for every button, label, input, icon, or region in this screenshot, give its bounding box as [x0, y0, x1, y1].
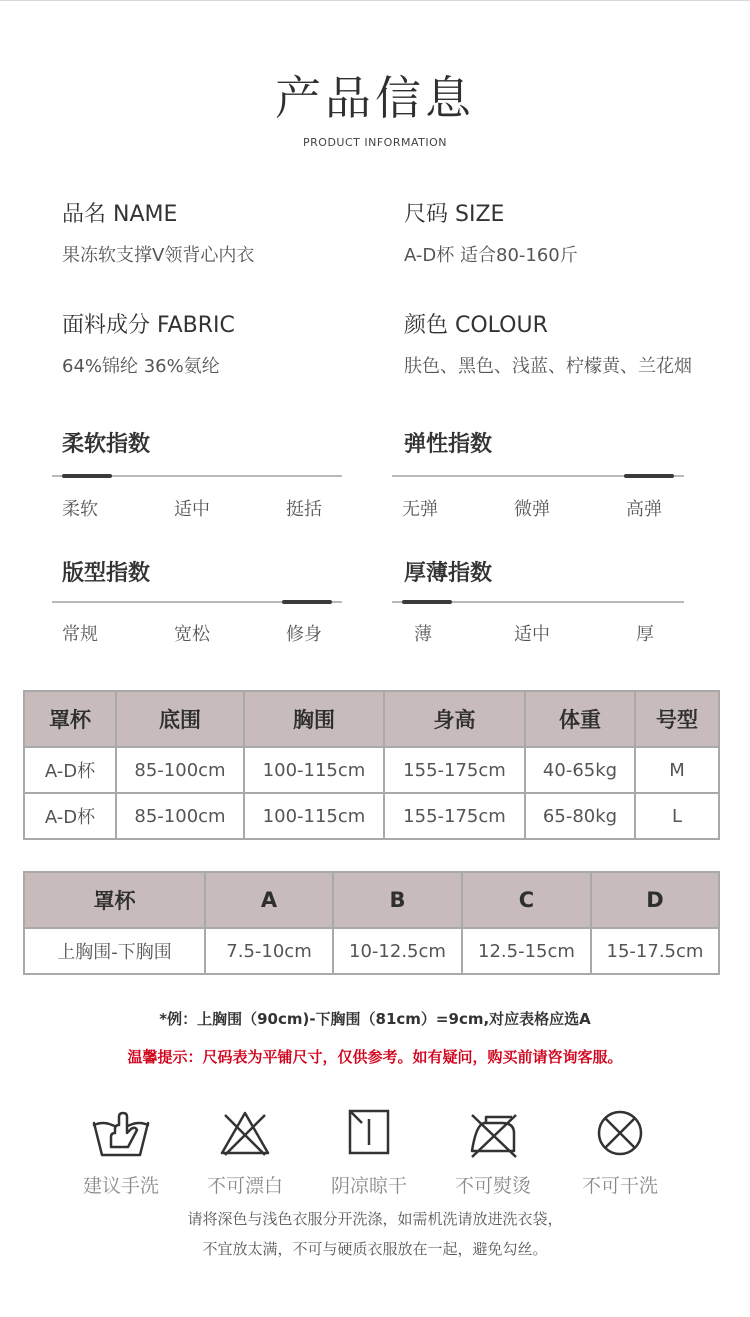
care-item-shade-dry — [304, 1103, 434, 1198]
table-header-cell: B — [333, 872, 462, 928]
table-cell: A-D杯 — [24, 747, 116, 793]
scale-indicator — [402, 600, 452, 604]
table-header-cell: A — [205, 872, 333, 928]
warm-tip: 温馨提示：尺码表为平铺尺寸，仅供参考。如有疑问，购买前请咨询客服。 — [127, 1048, 623, 1066]
scale-title: 厚薄指数 — [404, 561, 493, 586]
scale-label: 薄 — [414, 624, 432, 645]
colour-value: 肤色、黑色、浅蓝、柠檬黄、兰花烟 — [404, 356, 692, 377]
scale-label: 修身 — [286, 624, 322, 645]
care-label: 不可熨烫 — [454, 1175, 531, 1197]
scale-indicator — [624, 474, 674, 478]
scale-title: 柔软指数 — [62, 432, 151, 457]
cup-table — [23, 871, 720, 975]
table-header-cell: 罩杯 — [24, 691, 116, 747]
table-header-row — [24, 691, 719, 747]
table-cell: 100-115cm — [244, 793, 384, 839]
page-title: 产品信息 — [275, 71, 475, 125]
table-cell: L — [635, 793, 719, 839]
no-iron-icon — [428, 1103, 558, 1163]
scale-label: 无弹 — [402, 499, 438, 520]
name-label: 品名 NAME — [62, 202, 178, 227]
table-header-cell: D — [591, 872, 719, 928]
table-cell: 40-65kg — [525, 747, 635, 793]
scale-title: 弹性指数 — [404, 432, 493, 457]
scale-label: 常规 — [62, 624, 98, 645]
table-header-cell: 号型 — [635, 691, 719, 747]
table-header-cell: 体重 — [525, 691, 635, 747]
size-value: A-D杯 适合80-160斤 — [404, 245, 578, 266]
table-header-row — [24, 872, 719, 928]
scale-label: 厚 — [636, 624, 654, 645]
size-table — [23, 690, 720, 840]
scale-label: 适中 — [514, 624, 550, 645]
table-cell: 85-100cm — [116, 793, 244, 839]
scale-label: 柔软 — [62, 499, 98, 520]
shade-dry-icon — [304, 1103, 434, 1163]
scale-title: 版型指数 — [62, 561, 151, 586]
table-row — [24, 793, 719, 839]
table-cell: 155-175cm — [384, 793, 525, 839]
table-cell: 7.5-10cm — [205, 928, 333, 974]
scale-indicator — [62, 474, 112, 478]
care-item-no-iron — [428, 1103, 558, 1198]
example-note: *例：上胸围（90cm)-下胸围（81cm）=9cm,对应表格应选A — [159, 1010, 591, 1028]
table-cell: 15-17.5cm — [591, 928, 719, 974]
top-divider — [0, 0, 750, 1]
table-cell: A-D杯 — [24, 793, 116, 839]
table-row — [24, 747, 719, 793]
care-item-hand-wash — [56, 1103, 186, 1198]
table-header-cell: C — [462, 872, 591, 928]
scale-indicator — [282, 600, 332, 604]
table-cell: 10-12.5cm — [333, 928, 462, 974]
table-cell: 155-175cm — [384, 747, 525, 793]
table-cell: 100-115cm — [244, 747, 384, 793]
table-header-cell: 底围 — [116, 691, 244, 747]
fabric-value: 64%锦纶 36%氨纶 — [62, 356, 220, 377]
name-value: 果冻软支撑V领背心内衣 — [62, 245, 255, 266]
care-label: 阴凉晾干 — [330, 1175, 407, 1197]
table-cell: 65-80kg — [525, 793, 635, 839]
scale-label: 微弹 — [514, 499, 550, 520]
wash-note-line-2: 不宜放太满，不可与硬质衣服放在一起，避免勾丝。 — [202, 1240, 548, 1258]
table-header-cell: 罩杯 — [24, 872, 205, 928]
care-item-no-bleach — [180, 1103, 310, 1198]
table-cell: M — [635, 747, 719, 793]
table-cell: 85-100cm — [116, 747, 244, 793]
scale-label: 宽松 — [174, 624, 210, 645]
scale-label: 适中 — [174, 499, 210, 520]
no-dry-clean-icon — [555, 1103, 685, 1163]
size-label: 尺码 SIZE — [404, 202, 505, 227]
scale-label: 挺括 — [286, 499, 322, 520]
table-header-cell: 胸围 — [244, 691, 384, 747]
no-bleach-icon — [180, 1103, 310, 1163]
page-subtitle: PRODUCT INFORMATION — [303, 136, 447, 149]
care-label: 不可干洗 — [581, 1175, 658, 1197]
care-label: 不可漂白 — [206, 1175, 283, 1197]
fabric-label: 面料成分 FABRIC — [62, 313, 235, 338]
table-header-cell: 身高 — [384, 691, 525, 747]
scale-label: 高弹 — [626, 499, 662, 520]
colour-label: 颜色 COLOUR — [404, 313, 548, 338]
table-cell: 12.5-15cm — [462, 928, 591, 974]
care-label: 建议手洗 — [82, 1175, 159, 1197]
hand-wash-icon — [56, 1103, 186, 1163]
table-cell: 上胸围-下胸围 — [24, 928, 205, 974]
wash-note-line-1: 请将深色与浅色衣服分开洗涤，如需机洗请放进洗衣袋， — [187, 1210, 563, 1228]
care-item-no-dry-clean — [555, 1103, 685, 1198]
table-row — [24, 928, 719, 974]
